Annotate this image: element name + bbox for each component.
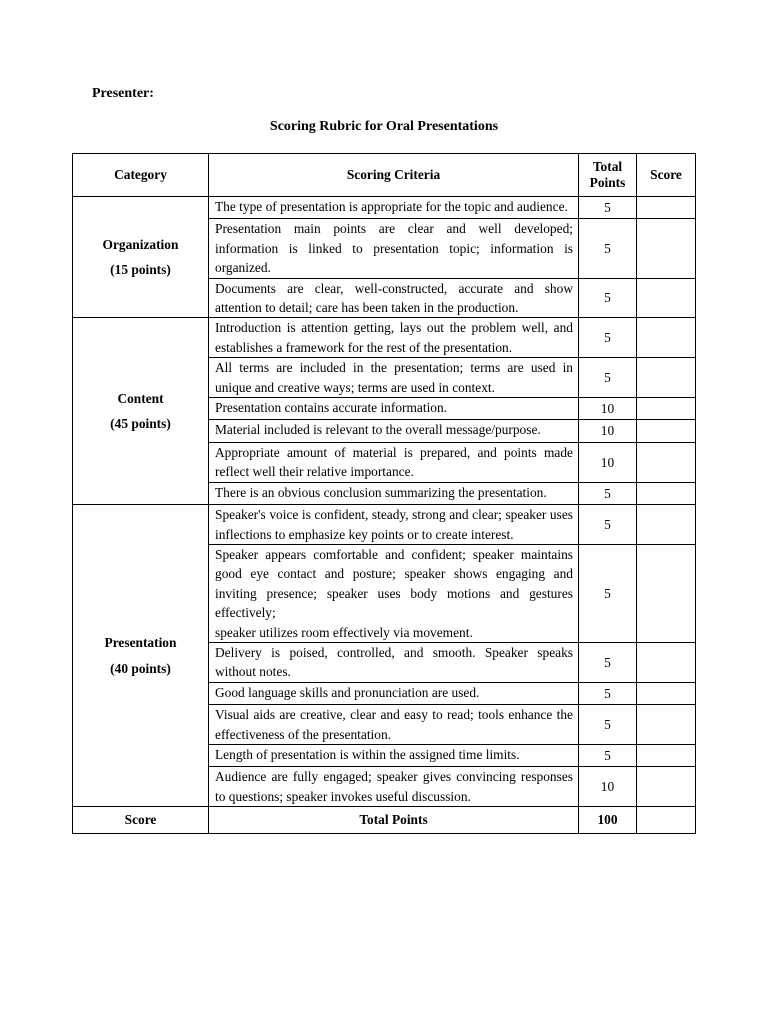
score-cell[interactable] <box>637 318 696 358</box>
score-cell[interactable] <box>637 219 696 278</box>
criteria-cell <box>209 442 579 482</box>
category-cell <box>73 197 209 318</box>
criteria-text: All terms are included in the presentation; terms are used in unique and creative ways; terms are used in context. <box>215 360 573 395</box>
points-cell: 10 <box>579 420 637 442</box>
criteria-text: Visual aids are creative, clear and easy to read; tools enhance the effectiveness of the presentation. <box>215 707 573 742</box>
points-cell: 10 <box>579 398 637 420</box>
score-cell[interactable] <box>637 420 696 442</box>
points-cell: 5 <box>579 219 637 278</box>
rubric-row <box>73 505 696 545</box>
criteria-cell <box>209 544 579 642</box>
points-cell: 5 <box>579 482 637 504</box>
rubric-row <box>73 197 696 219</box>
criteria-text: The type of presentation is appropriate for the topic and audience. <box>215 199 568 214</box>
criteria-cell <box>209 767 579 807</box>
rubric-body <box>73 197 696 807</box>
category-cell <box>73 318 209 505</box>
footer-score-cell[interactable] <box>637 807 696 834</box>
score-cell[interactable] <box>637 544 696 642</box>
score-cell[interactable] <box>637 642 696 682</box>
criteria-text: Speaker's voice is confident, steady, strong and clear; speaker uses inflections to emphasize key points or to create interest. <box>215 507 573 542</box>
score-cell[interactable] <box>637 505 696 545</box>
header-score: Score <box>637 154 696 197</box>
header-criteria: Scoring Criteria <box>209 154 579 197</box>
points-cell: 10 <box>579 442 637 482</box>
criteria-text: Material included is relevant to the overall message/purpose. <box>215 422 541 438</box>
rubric-row <box>73 318 696 358</box>
footer-total-value: 100 <box>579 807 637 834</box>
criteria-text-extra: speaker utilizes room effectively via movement. <box>215 624 473 640</box>
points-cell: 5 <box>579 358 637 398</box>
category-points: (40 points) <box>110 660 171 676</box>
criteria-text: Documents are clear, well-constructed, accurate and show attention to detail; care has been taken in the production. <box>215 280 573 316</box>
score-cell[interactable] <box>637 482 696 504</box>
criteria-cell <box>209 278 579 318</box>
criteria-cell <box>209 744 579 766</box>
criteria-cell <box>209 642 579 682</box>
points-cell: 5 <box>579 642 637 682</box>
criteria-text: Presentation contains accurate information. <box>215 400 448 416</box>
rubric-table <box>72 153 696 834</box>
points-cell: 5 <box>579 505 637 545</box>
criteria-text: Length of presentation is within the assigned time limits. <box>215 746 520 762</box>
score-cell[interactable] <box>637 705 696 745</box>
rubric-title: Scoring Rubric for Oral Presentations <box>269 119 499 134</box>
criteria-cell <box>209 505 579 545</box>
criteria-cell <box>209 482 579 504</box>
points-cell: 5 <box>579 318 637 358</box>
criteria-text: Introduction is attention getting, lays out the problem well, and establishes a framework for the rest of the presentation. <box>215 320 573 355</box>
header-total-points: Total Points <box>579 154 637 197</box>
criteria-text: Good language skills and pronunciation are used. <box>215 684 480 700</box>
criteria-text: Appropriate amount of material is prepared, and points made reflect well their relative importance. <box>215 444 573 480</box>
score-cell[interactable] <box>637 682 696 704</box>
score-cell[interactable] <box>637 398 696 420</box>
points-cell: 5 <box>579 197 637 219</box>
footer-score-label: Score <box>73 807 209 834</box>
header-category: Category <box>73 154 209 197</box>
footer-total-label: Total Points <box>209 807 579 834</box>
category-name: Content <box>117 390 164 406</box>
points-cell: 5 <box>579 705 637 745</box>
category-name: Presentation <box>104 635 177 651</box>
criteria-cell <box>209 398 579 420</box>
criteria-cell <box>209 682 579 704</box>
points-cell: 5 <box>579 278 637 318</box>
criteria-text: Presentation main points are clear and well developed; information is linked to presentation topic; information is organized. <box>215 221 573 276</box>
score-cell[interactable] <box>637 278 696 318</box>
criteria-cell <box>209 219 579 278</box>
score-cell[interactable] <box>637 197 696 219</box>
points-cell: 5 <box>579 544 637 642</box>
points-cell: 10 <box>579 767 637 807</box>
points-cell: 5 <box>579 744 637 766</box>
presenter-label: Presenter: <box>92 86 154 101</box>
score-cell[interactable] <box>637 767 696 807</box>
category-points: (15 points) <box>110 262 171 278</box>
criteria-cell <box>209 318 579 358</box>
criteria-text: Delivery is poised, controlled, and smooth. Speaker speaks without notes. <box>215 644 573 680</box>
criteria-text: There is an obvious conclusion summarizing the presentation. <box>215 484 547 500</box>
score-cell[interactable] <box>637 358 696 398</box>
score-cell[interactable] <box>637 744 696 766</box>
points-cell: 5 <box>579 682 637 704</box>
criteria-cell <box>209 420 579 442</box>
category-cell <box>73 505 209 807</box>
header-row <box>73 154 696 197</box>
total-row <box>73 807 696 834</box>
criteria-text: Audience are fully engaged; speaker gives convincing responses to questions; speaker invokes useful discussion. <box>215 769 573 804</box>
criteria-text: Speaker appears comfortable and confident; speaker maintains good eye contact and posture; speaker shows engaging and inviting presence; speaker uses body motions and gestures effectively; <box>215 546 573 621</box>
criteria-cell <box>209 358 579 398</box>
score-cell[interactable] <box>637 442 696 482</box>
category-name: Organization <box>102 236 179 252</box>
criteria-cell <box>209 197 579 219</box>
category-points: (45 points) <box>110 416 171 432</box>
criteria-cell <box>209 705 579 745</box>
